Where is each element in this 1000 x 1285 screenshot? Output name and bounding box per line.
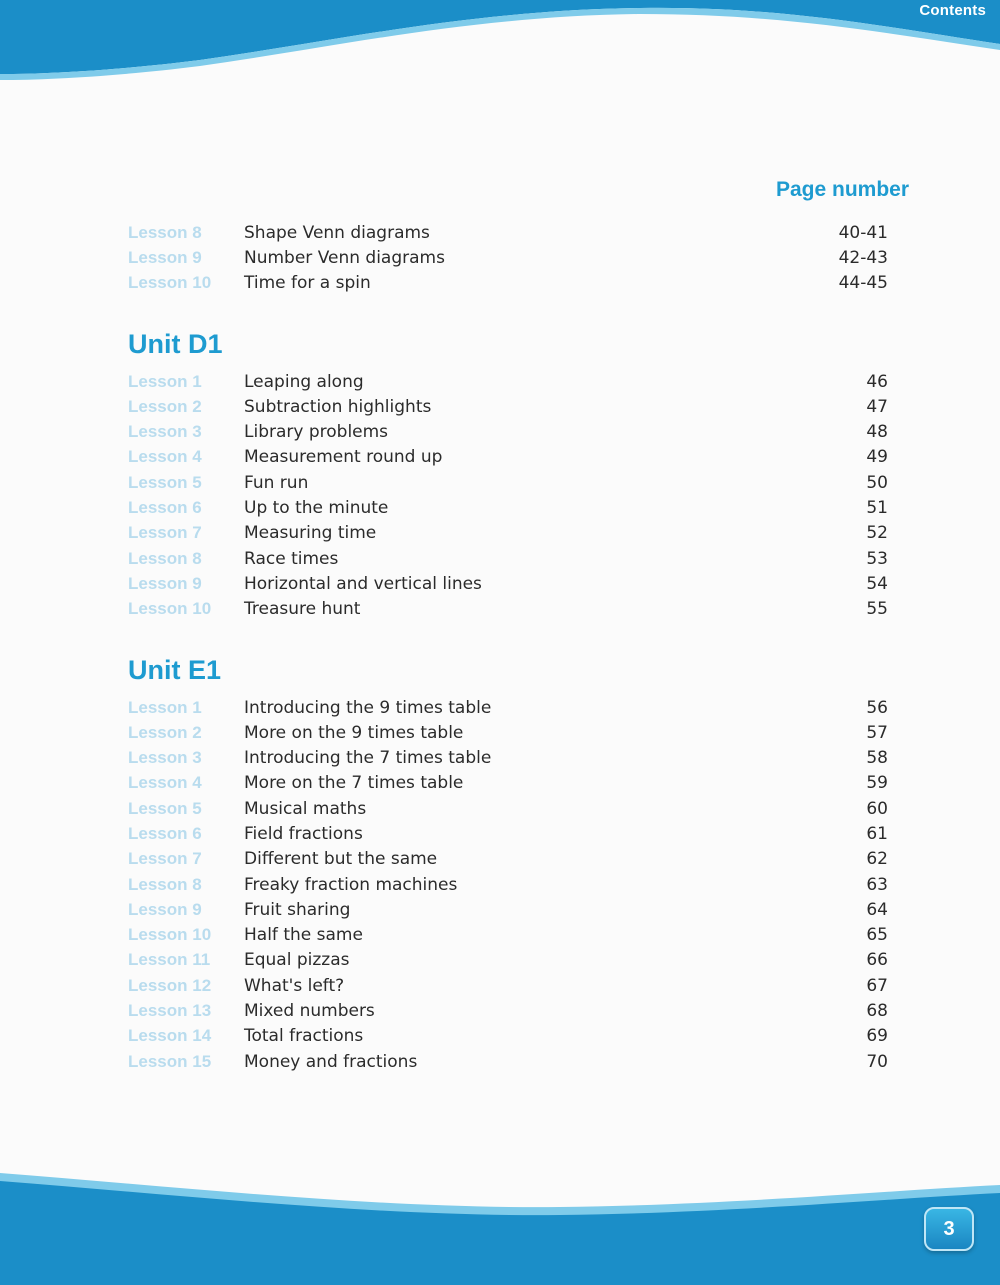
lesson-label: Lesson 14 xyxy=(128,1026,212,1046)
lesson-title: Mixed numbers xyxy=(244,1001,375,1022)
contents-row xyxy=(128,872,888,897)
lesson-title: Treasure hunt xyxy=(244,599,361,620)
contents-row xyxy=(128,546,888,571)
unit-d1-section xyxy=(128,326,888,622)
contents-row xyxy=(128,271,888,296)
lesson-title: Up to the minute xyxy=(244,498,389,519)
lesson-title: Subtraction highlights xyxy=(244,396,432,417)
continuation-group xyxy=(128,220,888,296)
contents-row xyxy=(128,948,888,973)
lesson-label: Lesson 2 xyxy=(128,396,202,416)
section-label: Contents xyxy=(919,2,986,19)
lesson-label: Lesson 7 xyxy=(128,849,202,869)
contents-row xyxy=(128,821,888,846)
lesson-pages: 47 xyxy=(866,396,888,417)
lesson-title: More on the 7 times table xyxy=(244,773,464,794)
lesson-label: Lesson 8 xyxy=(128,874,202,894)
lesson-pages: 61 xyxy=(866,823,888,844)
contents-row xyxy=(128,973,888,998)
lesson-pages: 67 xyxy=(866,975,888,996)
footer-band xyxy=(0,1165,1000,1285)
lesson-pages: 64 xyxy=(866,899,888,920)
contents-row xyxy=(128,470,888,495)
lesson-label: Lesson 13 xyxy=(128,1001,212,1021)
lesson-label: Lesson 4 xyxy=(128,773,202,793)
lesson-pages: 54 xyxy=(866,573,888,594)
contents-row xyxy=(128,695,888,720)
lesson-label: Lesson 12 xyxy=(128,975,212,995)
lesson-pages: 42-43 xyxy=(838,247,888,268)
contents-row xyxy=(128,923,888,948)
lesson-label: Lesson 3 xyxy=(128,422,202,442)
lesson-pages: 56 xyxy=(866,697,888,718)
lesson-pages: 46 xyxy=(866,371,888,392)
lesson-pages: 63 xyxy=(866,874,888,895)
lesson-pages: 51 xyxy=(866,498,888,519)
contents-row xyxy=(128,245,888,270)
lesson-title: Horizontal and vertical lines xyxy=(244,573,482,594)
contents-row xyxy=(128,521,888,546)
contents-list xyxy=(128,220,888,1074)
lesson-label: Lesson 1 xyxy=(128,697,202,717)
lesson-title: Equal pizzas xyxy=(244,950,350,971)
lesson-pages: 66 xyxy=(866,950,888,971)
page-number-badge: 3 xyxy=(924,1207,974,1251)
lesson-title: Number Venn diagrams xyxy=(244,247,445,268)
lesson-title: Measuring time xyxy=(244,523,377,544)
lesson-pages: 55 xyxy=(866,599,888,620)
page-number-column-header: Page number xyxy=(776,178,910,201)
lesson-pages: 53 xyxy=(866,548,888,569)
lesson-title: Leaping along xyxy=(244,371,364,392)
lesson-title: Introducing the 7 times table xyxy=(244,748,492,769)
lesson-label: Lesson 8 xyxy=(128,222,202,242)
lesson-pages: 50 xyxy=(866,472,888,493)
lesson-title: Field fractions xyxy=(244,823,363,844)
lesson-label: Lesson 15 xyxy=(128,1051,212,1071)
contents-row xyxy=(128,745,888,770)
lesson-title: Fruit sharing xyxy=(244,899,351,920)
lesson-pages: 69 xyxy=(866,1026,888,1047)
lesson-pages: 44-45 xyxy=(838,273,888,294)
lesson-pages: 57 xyxy=(866,722,888,743)
lesson-label: Lesson 3 xyxy=(128,748,202,768)
lesson-title: Total fractions xyxy=(244,1026,364,1047)
lesson-title: Different but the same xyxy=(244,849,438,870)
lesson-label: Lesson 4 xyxy=(128,447,202,467)
lesson-title: Time for a spin xyxy=(244,273,371,294)
contents-row xyxy=(128,897,888,922)
unit-heading: Unit D1 xyxy=(128,328,223,359)
lesson-title: Introducing the 9 times table xyxy=(244,697,492,718)
lesson-title: Freaky fraction machines xyxy=(244,874,458,895)
contents-row xyxy=(128,720,888,745)
lesson-label: Lesson 7 xyxy=(128,523,202,543)
lesson-label: Lesson 9 xyxy=(128,247,202,267)
lesson-title: Fun run xyxy=(244,472,309,493)
lesson-pages: 48 xyxy=(866,422,888,443)
lesson-title: Measurement round up xyxy=(244,447,443,468)
lesson-title: Shape Venn diagrams xyxy=(244,222,430,243)
contents-row xyxy=(128,495,888,520)
lesson-title: What's left? xyxy=(244,975,345,996)
lesson-label: Lesson 6 xyxy=(128,498,202,518)
contents-row xyxy=(128,597,888,622)
lesson-pages: 40-41 xyxy=(838,222,888,243)
lesson-label: Lesson 11 xyxy=(128,950,211,970)
contents-row xyxy=(128,847,888,872)
contents-row xyxy=(128,1049,888,1074)
contents-row xyxy=(128,771,888,796)
lesson-title: Half the same xyxy=(244,925,363,946)
contents-row xyxy=(128,419,888,444)
lesson-pages: 49 xyxy=(866,447,888,468)
lesson-title: Race times xyxy=(244,548,339,569)
unit-heading: Unit E1 xyxy=(128,654,222,685)
lesson-pages: 59 xyxy=(866,773,888,794)
lesson-title: More on the 9 times table xyxy=(244,722,464,743)
header-band xyxy=(0,0,1000,90)
lesson-label: Lesson 10 xyxy=(128,925,212,945)
lesson-label: Lesson 1 xyxy=(128,371,202,391)
lesson-pages: 65 xyxy=(866,925,888,946)
lesson-pages: 70 xyxy=(866,1051,888,1072)
lesson-label: Lesson 9 xyxy=(128,899,202,919)
lesson-pages: 52 xyxy=(866,523,888,544)
lesson-label: Lesson 9 xyxy=(128,573,202,593)
contents-row xyxy=(128,796,888,821)
contents-row xyxy=(128,445,888,470)
lesson-label: Lesson 5 xyxy=(128,472,202,492)
lesson-pages: 60 xyxy=(866,798,888,819)
contents-row xyxy=(128,369,888,394)
contents-row xyxy=(128,998,888,1023)
lesson-label: Lesson 5 xyxy=(128,798,202,818)
lesson-title: Library problems xyxy=(244,422,389,443)
lesson-pages: 58 xyxy=(866,748,888,769)
unit-e1-section xyxy=(128,652,888,1074)
footer-wave xyxy=(0,1165,1000,1285)
contents-row xyxy=(128,571,888,596)
lesson-label: Lesson 6 xyxy=(128,823,202,843)
lesson-title: Money and fractions xyxy=(244,1051,418,1072)
lesson-label: Lesson 2 xyxy=(128,722,202,742)
contents-row xyxy=(128,1024,888,1049)
lesson-pages: 62 xyxy=(866,849,888,870)
lesson-label: Lesson 10 xyxy=(128,273,212,293)
lesson-label: Lesson 10 xyxy=(128,599,212,619)
lesson-pages: 68 xyxy=(866,1001,888,1022)
header-wave xyxy=(0,0,1000,90)
contents-row xyxy=(128,220,888,245)
lesson-title: Musical maths xyxy=(244,798,367,819)
contents-row xyxy=(128,394,888,419)
lesson-label: Lesson 8 xyxy=(128,548,202,568)
